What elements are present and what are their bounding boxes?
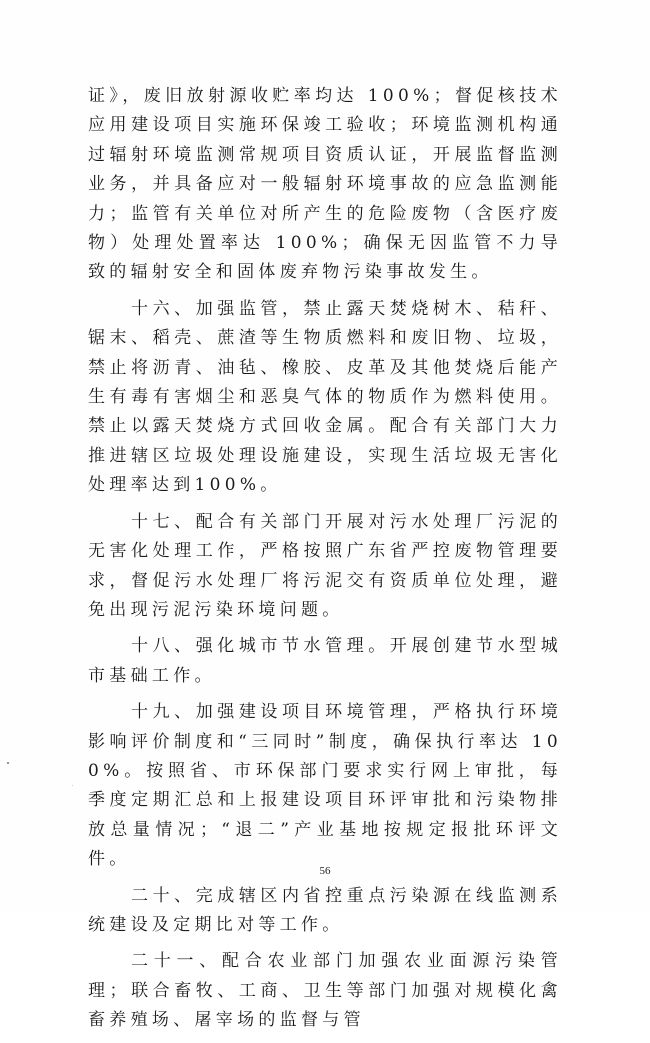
scan-speck (7, 762, 9, 764)
paragraph-item-20: 二十、完成辖区内省控重点污染源在线监测系统建设及定期比对等工作。 (88, 885, 562, 935)
paragraph-item-21: 二十一、配合农业部门加强农业面源污染管理；联合畜牧、工商、卫生等部门加强对规模化禽畜养殖场、屠宰场的监督与管 (88, 951, 562, 1031)
paragraph-item-19: 十九、加强建设项目环境管理，严格执行环境影响评价制度和“三同时”制度，确保执行率达 100%。按照省、市环保部门要求实行网上审批，每季度定期汇总和上报建设项目环评审批和污染物排放总量情况；“退二”产业基地按规定报批环评文件。 (88, 702, 562, 870)
paragraph-item-17: 十七、配合有关部门开展对污水处理厂污泥的无害化处理工作，严格按照广东省严控废物管理要求，督促污水处理厂将污泥交有资质单位处理，避免出现污泥污染环境问题。 (88, 511, 562, 620)
paragraph-item-16: 十六、加强监管，禁止露天焚烧树木、秸秆、锯末、稻壳、蔗渣等生物质燃料和废旧物、垃圾，禁止将沥青、油毡、橡胶、皮革及其他焚烧后能产生有毒有害烟尘和恶臭气体的物质作为燃料使用。禁止以露天焚烧方式回收金属。配合有关部门大力推进辖区垃圾处理设施建设，实现生活垃圾无害化处理率达到100%。 (88, 298, 562, 496)
paragraph-continued-radiation: 证》，废旧放射源收贮率均达 100%；督促核技术应用建设项目实施环保竣工验收；环境监测机构通过辐射环境监测常规项目资质认证，开展监督监测业务，并具备应对一般辐射环境事故的应急监测能力；监管有关单位对所产生的危险废物（含医疗废物）处理处置率达 100%；确保无因监管不力导致的辐射安全和固体废弃物污染事故发生。 (88, 86, 562, 283)
paragraph-item-18: 十八、强化城市节水管理。开展创建节水型城市基础工作。 (88, 636, 562, 686)
document-body (88, 82, 562, 1043)
scan-speck (72, 785, 73, 786)
page-number: 56 (319, 865, 331, 877)
